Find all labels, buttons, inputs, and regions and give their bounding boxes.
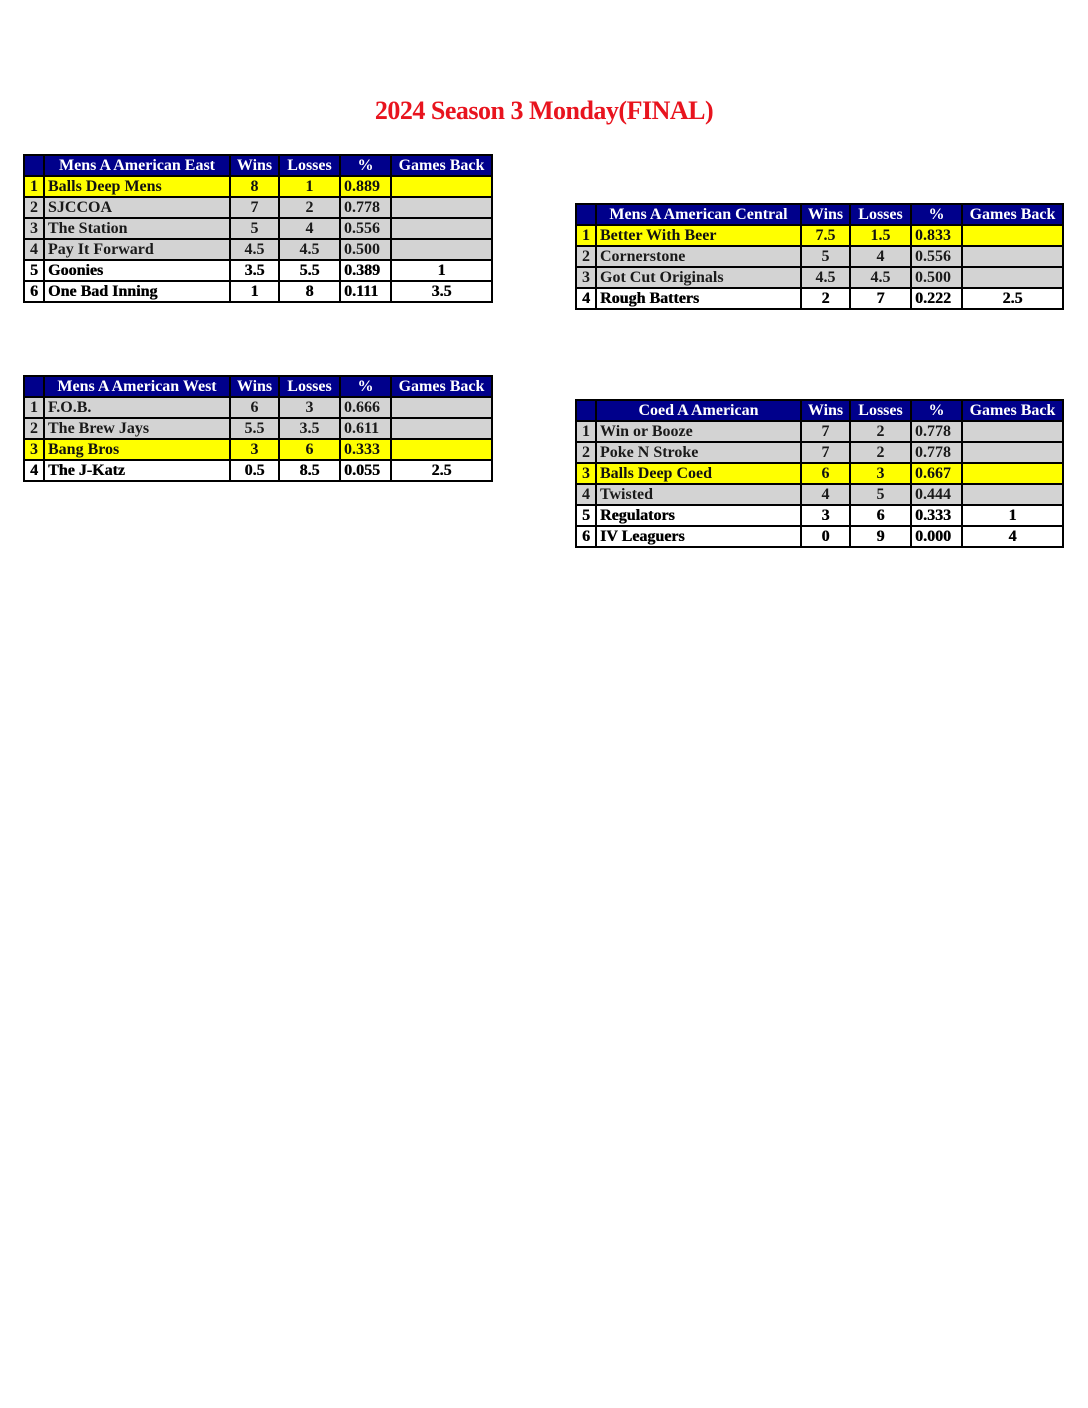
wins-cell: 0 [801,526,850,547]
pct-header: % [340,155,391,176]
wins-cell: 3 [230,439,279,460]
team-row [576,463,1063,484]
games-back-cell [391,397,492,418]
games-back-cell: 2.5 [391,460,492,481]
team-name: Pay It Forward [44,239,230,260]
wins-cell: 2 [801,288,850,309]
pct-cell: 0.500 [911,267,962,288]
games-back-header: Games Back [962,204,1063,225]
rank-cell: 4 [576,484,596,505]
team-row [576,484,1063,505]
team-name: The Station [44,218,230,239]
games-back-cell [962,246,1063,267]
rank-cell: 1 [24,176,44,197]
pct-cell: 0.444 [911,484,962,505]
team-name: Got Cut Originals [596,267,801,288]
losses-cell: 2 [279,197,340,218]
pct-header: % [911,204,962,225]
pct-cell: 0.055 [340,460,391,481]
rank-header [576,204,596,225]
games-back-cell: 4 [962,526,1063,547]
pct-cell: 0.778 [911,421,962,442]
games-back-cell: 3.5 [391,281,492,302]
wins-cell: 1 [230,281,279,302]
pct-cell: 0.778 [340,197,391,218]
pct-cell: 0.778 [911,442,962,463]
pct-cell: 0.666 [340,397,391,418]
team-row [576,505,1063,526]
header-row [24,155,492,176]
team-name: Poke N Stroke [596,442,801,463]
rank-header [24,376,44,397]
team-row [24,260,492,281]
team-name: Balls Deep Coed [596,463,801,484]
rank-cell: 2 [24,197,44,218]
team-name: IV Leaguers [596,526,801,547]
rank-header [24,155,44,176]
team-name: F.O.B. [44,397,230,418]
rank-cell: 6 [576,526,596,547]
team-row [24,176,492,197]
header-row [576,204,1063,225]
team-row [576,225,1063,246]
wins-cell: 3.5 [230,260,279,281]
header-row [576,400,1063,421]
pct-header: % [340,376,391,397]
team-row [576,421,1063,442]
standings-table-west [23,375,493,482]
wins-cell: 7 [801,442,850,463]
wins-cell: 5 [801,246,850,267]
standings-table-central [575,203,1064,310]
wins-cell: 7.5 [801,225,850,246]
games-back-cell [962,421,1063,442]
pct-cell: 0.833 [911,225,962,246]
games-back-header: Games Back [391,376,492,397]
games-back-cell [391,418,492,439]
games-back-header: Games Back [962,400,1063,421]
team-row [576,246,1063,267]
losses-cell: 4 [850,246,911,267]
page-title: 2024 Season 3 Monday(FINAL) [374,96,714,125]
rank-cell: 6 [24,281,44,302]
team-name: Regulators [596,505,801,526]
team-row [576,526,1063,547]
standings-table-coed [575,399,1064,548]
rank-cell: 5 [576,505,596,526]
team-row [24,460,492,481]
losses-cell: 2 [850,442,911,463]
wins-cell: 5.5 [230,418,279,439]
losses-cell: 6 [279,439,340,460]
team-row [576,267,1063,288]
rank-cell: 4 [24,239,44,260]
team-name: Bang Bros [44,439,230,460]
losses-cell: 1.5 [850,225,911,246]
team-row [24,397,492,418]
losses-cell: 2 [850,421,911,442]
division-name: Mens A American West [44,376,230,397]
losses-cell: 5 [850,484,911,505]
pct-cell: 0.389 [340,260,391,281]
standings-table-east [23,154,493,303]
rank-cell: 3 [24,439,44,460]
team-row [24,239,492,260]
pct-cell: 0.333 [340,439,391,460]
pct-cell: 0.111 [340,281,391,302]
wins-cell: 5 [230,218,279,239]
games-back-header: Games Back [391,155,492,176]
games-back-cell: 1 [962,505,1063,526]
wins-cell: 6 [801,463,850,484]
pct-cell: 0.556 [340,218,391,239]
wins-header: Wins [230,376,279,397]
team-row [24,439,492,460]
losses-header: Losses [279,376,340,397]
rank-cell: 4 [24,460,44,481]
games-back-cell [391,218,492,239]
games-back-cell [962,442,1063,463]
games-back-cell: 1 [391,260,492,281]
rank-cell: 2 [576,442,596,463]
losses-cell: 8 [279,281,340,302]
rank-cell: 1 [576,225,596,246]
wins-cell: 7 [801,421,850,442]
losses-cell: 6 [850,505,911,526]
rank-cell: 3 [24,218,44,239]
wins-header: Wins [801,400,850,421]
wins-cell: 6 [230,397,279,418]
losses-header: Losses [279,155,340,176]
team-name: Win or Booze [596,421,801,442]
losses-cell: 8.5 [279,460,340,481]
losses-cell: 7 [850,288,911,309]
games-back-cell [391,439,492,460]
wins-cell: 0.5 [230,460,279,481]
pct-cell: 0.222 [911,288,962,309]
rank-cell: 3 [576,463,596,484]
wins-cell: 4 [801,484,850,505]
pct-cell: 0.611 [340,418,391,439]
games-back-cell [391,197,492,218]
losses-cell: 3 [850,463,911,484]
wins-header: Wins [230,155,279,176]
games-back-cell [962,267,1063,288]
rank-cell: 5 [24,260,44,281]
losses-header: Losses [850,204,911,225]
losses-cell: 4.5 [279,239,340,260]
rank-cell: 2 [24,418,44,439]
rank-header [576,400,596,421]
games-back-cell [962,225,1063,246]
losses-cell: 3 [279,397,340,418]
losses-cell: 4.5 [850,267,911,288]
pct-cell: 0.889 [340,176,391,197]
team-row [24,418,492,439]
division-name: Coed A American [596,400,801,421]
games-back-cell [962,484,1063,505]
rank-cell: 2 [576,246,596,267]
division-name: Mens A American East [44,155,230,176]
games-back-cell: 2.5 [962,288,1063,309]
rank-cell: 1 [576,421,596,442]
team-row [576,442,1063,463]
losses-cell: 1 [279,176,340,197]
wins-cell: 3 [801,505,850,526]
pct-cell: 0.333 [911,505,962,526]
team-name: SJCCOA [44,197,230,218]
pct-cell: 0.667 [911,463,962,484]
games-back-cell [962,463,1063,484]
losses-cell: 5.5 [279,260,340,281]
pct-header: % [911,400,962,421]
rank-cell: 3 [576,267,596,288]
wins-cell: 4.5 [230,239,279,260]
team-name: Cornerstone [596,246,801,267]
losses-cell: 4 [279,218,340,239]
pct-cell: 0.000 [911,526,962,547]
losses-header: Losses [850,400,911,421]
losses-cell: 9 [850,526,911,547]
rank-cell: 4 [576,288,596,309]
wins-header: Wins [801,204,850,225]
team-row [576,288,1063,309]
wins-cell: 7 [230,197,279,218]
losses-cell: 3.5 [279,418,340,439]
team-name: The J-Katz [44,460,230,481]
team-row [24,281,492,302]
team-name: The Brew Jays [44,418,230,439]
team-name: Rough Batters [596,288,801,309]
pct-cell: 0.500 [340,239,391,260]
team-row [24,197,492,218]
header-row [24,376,492,397]
team-name: Goonies [44,260,230,281]
pct-cell: 0.556 [911,246,962,267]
team-name: One Bad Inning [44,281,230,302]
division-name: Mens A American Central [596,204,801,225]
games-back-cell [391,176,492,197]
wins-cell: 4.5 [801,267,850,288]
rank-cell: 1 [24,397,44,418]
wins-cell: 8 [230,176,279,197]
team-name: Balls Deep Mens [44,176,230,197]
team-row [24,218,492,239]
team-name: Better With Beer [596,225,801,246]
team-name: Twisted [596,484,801,505]
games-back-cell [391,239,492,260]
